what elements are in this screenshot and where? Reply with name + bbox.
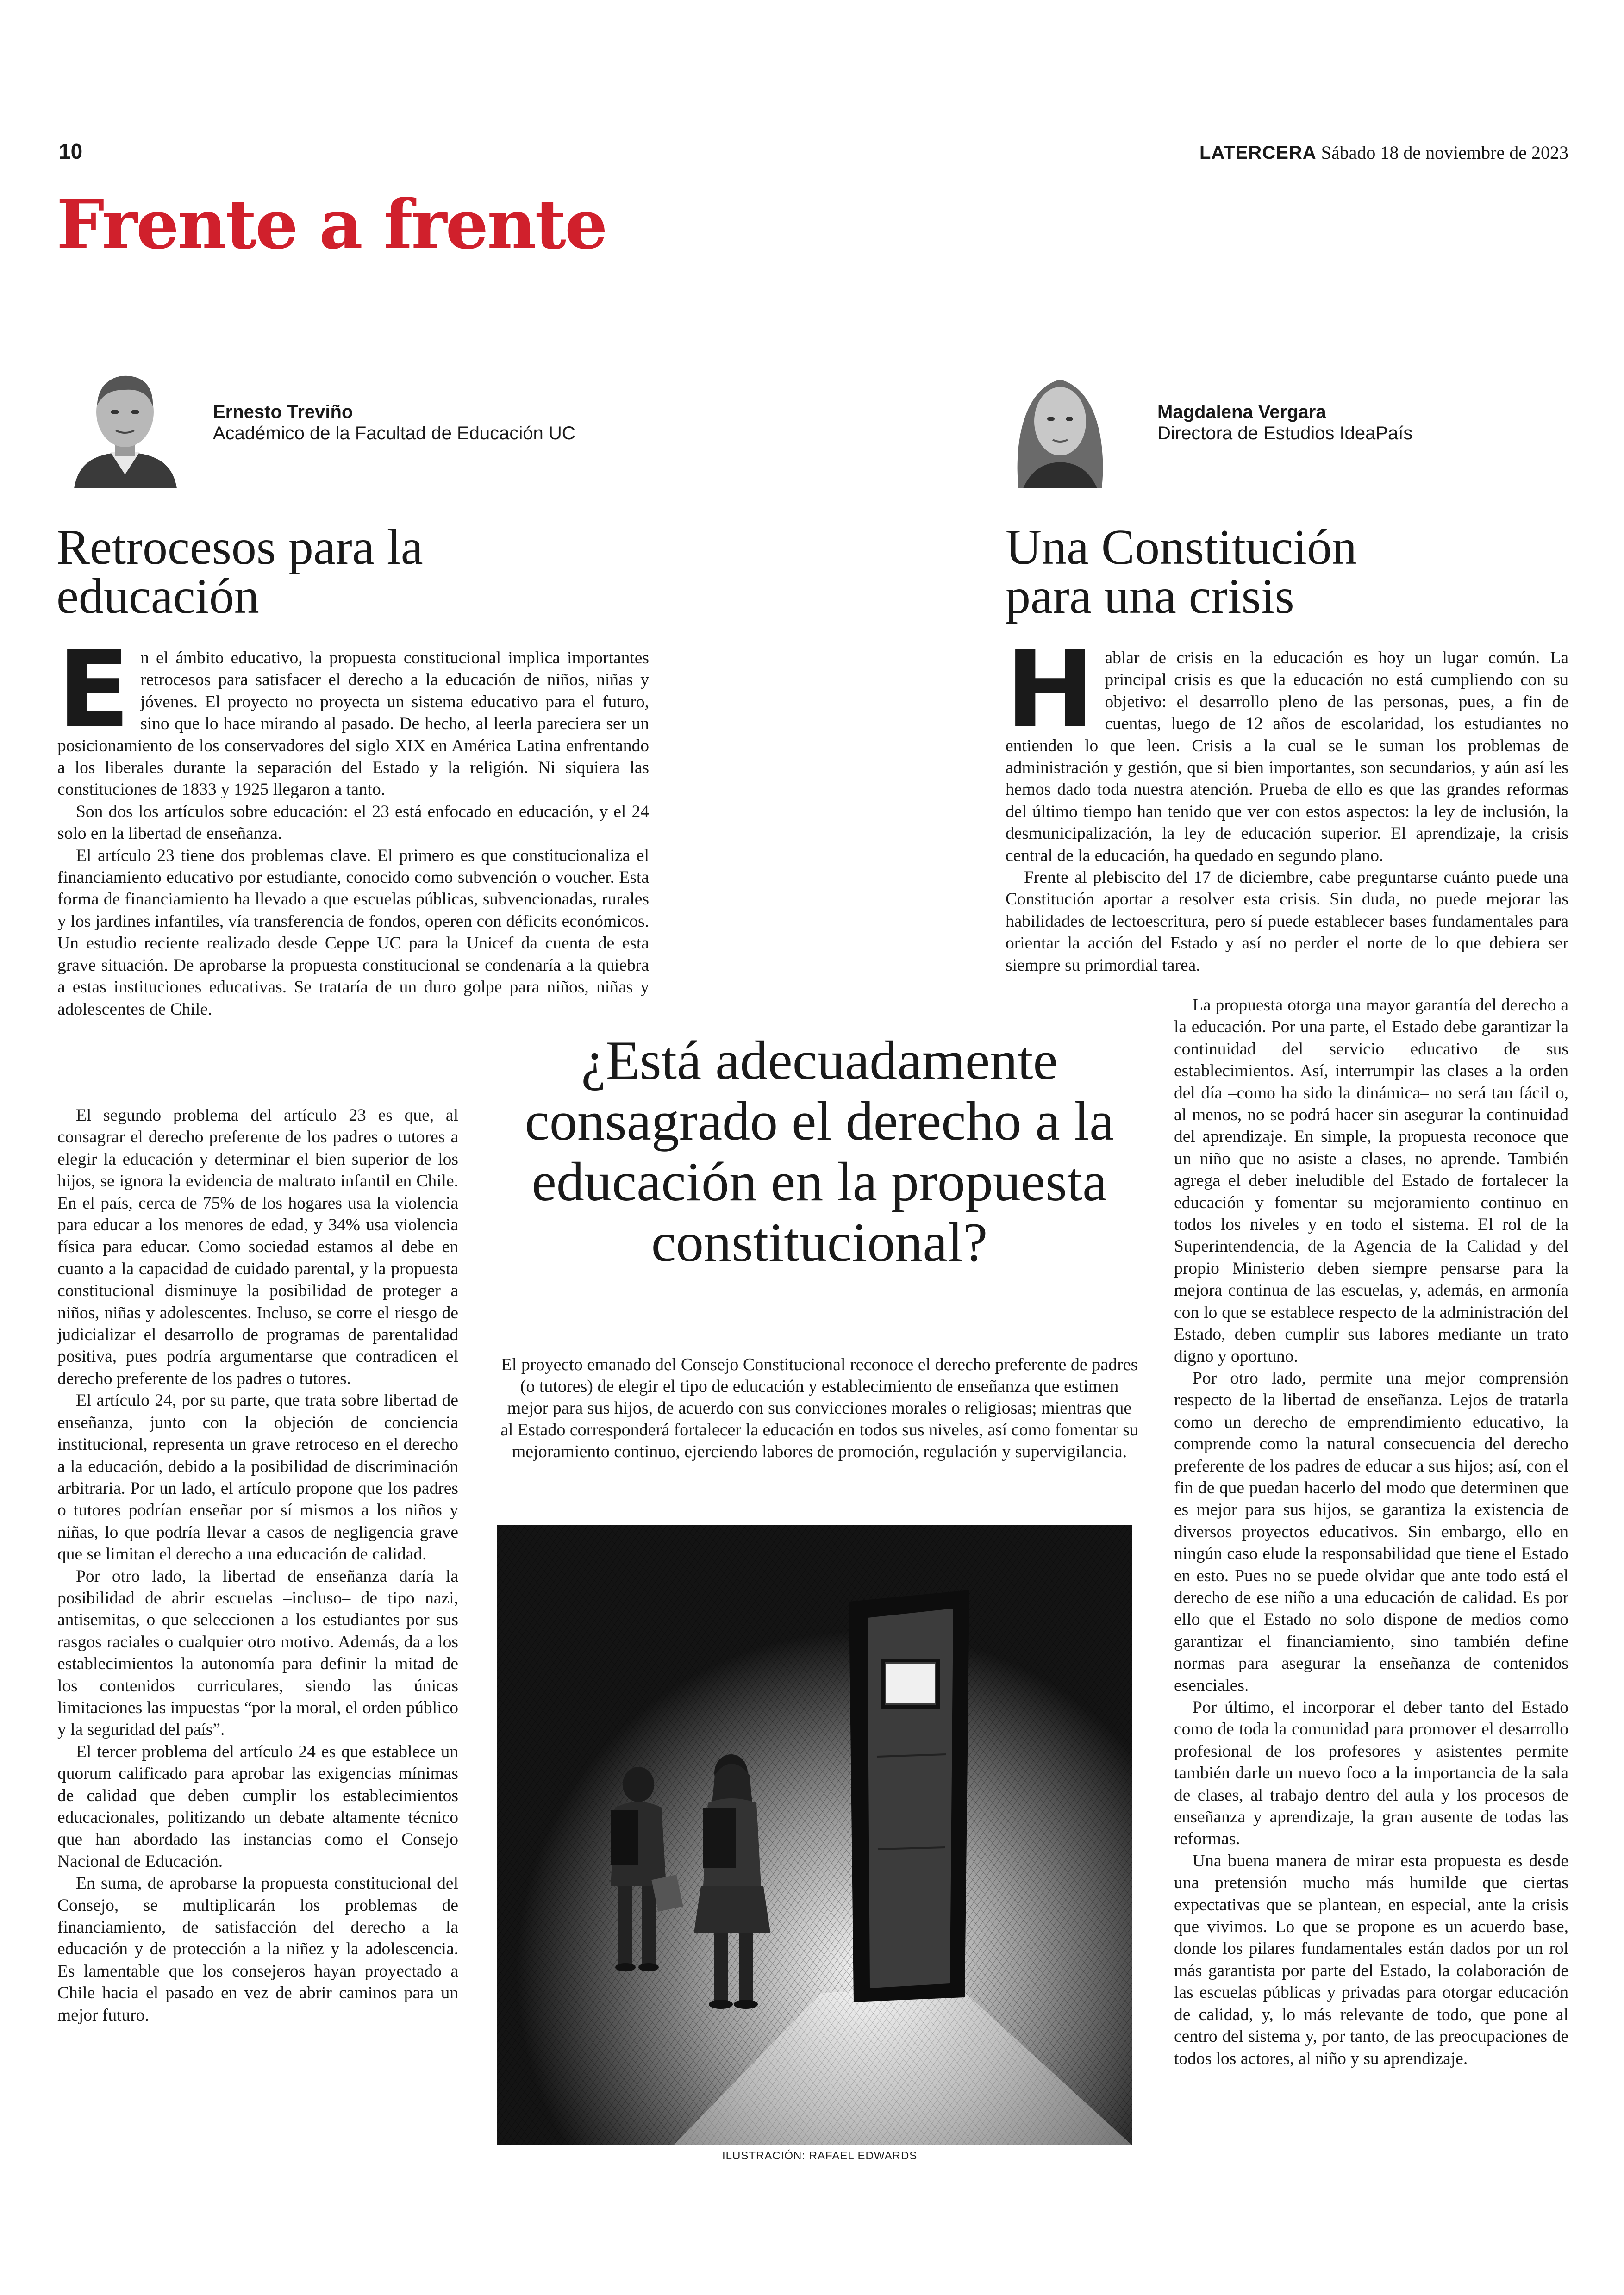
author-role: Académico de la Facultad de Educación UC: [213, 423, 575, 443]
paragraph: El artículo 24, por su parte, que trata sobre libertad de enseñanza, junto con la objeción de conciencia institucional, representa un grave retroceso en el derecho a la educación, debido a la posibilidad de discriminación arbitraria. Por un lado, el artículo propone que los padres o tutores podrían enseñar por sí mismos a los niños y niñas, lo que podría llevar a casos de negligencia grave que se limitan el derecho a una educación de calidad.: [57, 1391, 458, 1564]
left-headline: Retrocesos para la educación: [56, 520, 423, 624]
illustration: [497, 1525, 1132, 2145]
right-headline: Una Constitución para una crisis: [1006, 520, 1357, 624]
paragraph: El artículo 23 tiene dos problemas clave. El primero es que constitucionaliza el financiamiento educativo por estudiante, conocido como subvención o voucher. Esta forma de financiamiento ha llevado a que escuelas públicas, subvencionadas, rurales y los jardines infantiles, vía transferencia de fondos, operen con déficits económicos. Un estudio reciente realizado desde Ceppe UC para la Unicef da cuenta de esta grave situación. De aprobarse la propuesta constitucional se condenaría a la quiebra a estas instituciones educativas. Se trataría de un duro golpe para niños, niñas y adolescentes de Chile.: [57, 846, 649, 1019]
illustration-credit: ILUSTRACIÓN: RAFAEL EDWARDS: [722, 2150, 918, 2162]
masthead: [1199, 142, 1568, 163]
right-article-continued: [1174, 994, 1568, 2070]
school-door-illustration-icon: [497, 1525, 1132, 2145]
paragraph: El segundo problema del artículo 23 es que, al consagrar el derecho preferente de los padres o tutores a elegir la educación y determinar el bien superior de los hijos, se ignora la evidencia de maltrato infantil en Chile. En el país, cerca de 75% de los hogares usa la violencia para educar a los menores de edad, y 34% usa violencia física para educar. Como sociedad estamos al debe en cuanto a la capacidad de cuidado parental, y la propuesta constitucional disminuye la posibilidad de proteger a niños, niñas y adolescentes. Incluso, se corre el riesgo de judicializar el desarrollo de programas de parentalidad positiva, pues podría argumentarse que contradicen el derecho preferente de los padres o tutores.: [57, 1106, 458, 1388]
dropcap: H: [1006, 628, 1095, 752]
paragraph: La propuesta otorga una mayor garantía del derecho a la educación. Por una parte, el Estado debe garantizar la continuidad del servicio educativo de sus establecimientos. Así, interrumpir las clases a la orden del día –como ha sido la dinámica– no será tan fácil o, al menos, no se podrá hacer sin asegurar la continuidad del aprendizaje. En simple, la propuesta reconoce que un niño que no asiste a clases, no aprende. También agrega el deber ineludible del Estado de fortalecer la educación y fomentar su mejoramiento continuo en todos los niveles y en todo el sistema. El rol de la Superintendencia, de la Agencia de la Calidad y del propio Ministerio deben siempre pensarse para la mejora continua de las escuelas, y, además, en armonía con lo que se establece respecto de la administración del Estado, deben cumplir sus labores mediante un trato digno y oportuno.: [1174, 996, 1568, 1366]
author-left: [213, 402, 583, 444]
debate-question: ¿Está adecuadamente consagrado el derecho a la educación en la propuesta constitucional?: [525, 1029, 1114, 1273]
dropcap: E: [57, 628, 131, 752]
avatar-ernesto: [65, 361, 185, 488]
paragraph: Por otro lado, permite una mejor comprensión respecto de la libertad de enseñanza. Lejos de tratarla como un derecho de emprendimiento educativo, la comprende como la natural consecuencia del derecho preferente de los padres de educar a sus hijos; así, con el fin de que puedan hacerlo del modo que determinen que es mejor para sus hijos, se garantiza la existencia de diversos proyectos educativos. Sin embargo, ello en ningún caso elude la responsabilidad que tiene el Estado en esto. Pues no se puede olvidar que ante todo está el derecho de ese niño a una educación de calidad. Es por ello que el Estado no solo dispone de medios como garantizar el financiamiento, sino también define normas para asegurar la enseñanza de contenidos esenciales.: [1174, 1368, 1568, 1695]
paragraph: Son dos los artículos sobre educación: el 23 está enfocado en educación, y el 24 solo en la libertad de enseñanza.: [57, 802, 649, 843]
left-article: [57, 628, 649, 1020]
debate-summary: El proyecto emanado del Consejo Constitucional reconoce el derecho preferente de padres (o tutores) de elegir el tipo de educación y establecimiento de enseñanza que estimen mejor para sus hijos, de acuerdo con sus convicciones morales o religiosas; mientras que al Estado corresponderá fortalecer la educación en todos sus niveles, así como fomentar su mejoramiento continuo, ejerciendo labores de promoción, regulación y supervigilancia.: [500, 1355, 1139, 1461]
brand-name: LATERCERA: [1199, 143, 1317, 163]
page-number: 10: [59, 139, 83, 163]
right-article: [1006, 628, 1568, 976]
paragraph: Una buena manera de mirar esta propuesta es desde una pretensión mucho más humilde que ciertas expectativas que se plantean, en especial, ante la crisis que vivimos. Lo que se propone es un acuerdo base, donde los pilares fundamentales están dados por un rol más garantista por parte del Estado, la colaboración de las escuelas públicas y privadas para otorgar educación de calidad, y, lo más relevante de todo, que pone al centro del sistema y, por tanto, de las preocupaciones de todos los actores, al niño y su aprendizaje.: [1174, 1851, 1568, 2068]
paragraph: ablar de crisis en la educación es hoy un lugar común. La principal crisis es que la educación no está cumpliendo con su objetivo: el desarrollo pleno de las personas, pues, a fin de cuentas, luego de 12 años de escolaridad, los estudiantes no entienden lo que leen. Crisis a la cual se le suman los problemas de administración y gestión, que si bien importantes, son secundarios, y aún así les hemos dado toda nuestra atención. Prueba de ello es que las grandes reformas del último tiempo han tenido que ver con estos aspectos: la ley de inclusión, la desmunicipalización, la ley de educación superior. El aprendizaje, la crisis central de la educación, ha quedado en segundo plano.: [1006, 649, 1568, 865]
portrait-icon: [65, 361, 185, 488]
paragraph: El tercer problema del artículo 24 es que establece un quorum calificado para aprobar las exigencias mínimas de calidad que deben cumplir los establecimientos educacionales, politizando un debate altamente técnico que han abordado las instancias como el Consejo Nacional de Educación.: [57, 1742, 458, 1871]
paragraph: n el ámbito educativo, la propuesta constitucional implica importantes retrocesos para satisfacer el derecho a la educación de niños, niñas y jóvenes. El proyecto no proyecta un sistema educativo para el futuro, sino que lo hace mirando al pasado. De hecho, al leerla pareciera ser un posicionamiento de los conservadores del siglo XIX en América Latina enfrentando a los liberales durante la separación del Estado y la religión. Ni siquiera las constituciones de 1833 y 1925 llegaron a tanto.: [57, 649, 649, 799]
avatar-magdalena: [1000, 361, 1120, 488]
author-right: [1157, 402, 1528, 444]
paragraph: Por otro lado, la libertad de enseñanza daría la posibilidad de abrir escuelas –incluso– de tipo nazi, antisemitas, o que seleccionen a los estudiantes por sus rasgos raciales o cualquier otro motivo. Además, da a los establecimientos la autonomía para definir la mitad de los contenidos curriculares, siendo las únicas limitaciones las impuestas “por la moral, el orden público y la seguridad del país”.: [57, 1566, 458, 1740]
paragraph: En suma, de aprobarse la propuesta constitucional del Consejo, se multiplicarán los problemas de financiamiento, de satisfacción del derecho a la educación y de protección a la niñez y la adolescencia. Es lamentable que los consejeros hayan proyectado a Chile hacia el pasado en vez de abrir caminos para un mejor futuro.: [57, 1874, 458, 2025]
author-name: Ernesto Treviño: [213, 402, 353, 422]
paragraph: Frente al plebiscito del 17 de diciembre, cabe preguntarse cuánto puede una Constitución aportar a resolver esta crisis. Sin duda, no puede mejorar las habilidades de lectoescritura, pero sí puede establecer bases fundamentales para orientar la acción del Estado y así no perder el norte de lo que debiera ser siempre su primordial tarea.: [1006, 868, 1568, 975]
paragraph: Por último, el incorporar el deber tanto del Estado como de toda la comunidad para promover el desarrollo profesional de los profesores y asistentes permite también darle un nuevo foco a la importancia de la sala de clases, al trabajo dentro del aula y los procesos de enseñanza y aprendizaje, la gran ausente de todas las reformas.: [1174, 1698, 1568, 1849]
portrait-icon: [1000, 361, 1120, 488]
author-role: Directora de Estudios IdeaPaís: [1157, 423, 1413, 443]
author-name: Magdalena Vergara: [1157, 402, 1326, 422]
section-title: Frente a frente: [56, 185, 606, 264]
left-article-continued: [57, 1104, 458, 2026]
issue-date: Sábado 18 de noviembre de 2023: [1321, 142, 1568, 163]
